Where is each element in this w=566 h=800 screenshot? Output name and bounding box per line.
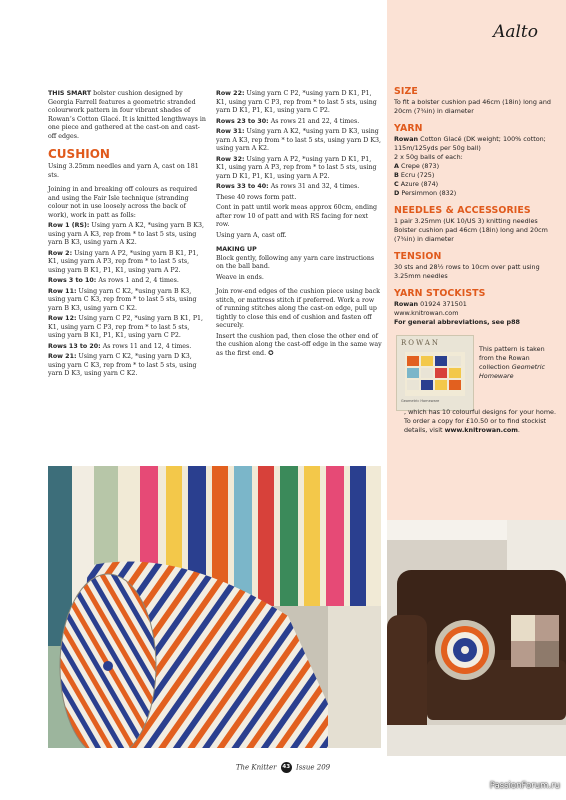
making-up-text: Weave in ends. (216, 273, 264, 281)
row-instruction: Row 21: Using yarn C K2, *using yarn D K3, using yarn C K3, rep from * to last 5 sts, using yarn D K3, using yarn C K2. (48, 353, 197, 377)
yarn-colour: D Persimmon (832) (394, 189, 457, 197)
cast-on-instructions: Using 3.25mm needles and yarn A, cast on 181 sts. (48, 163, 199, 179)
cast-off-instructions: Using yarn A, cast off. (216, 231, 287, 239)
magazine-name: The Knitter (235, 763, 277, 772)
issue-number: Issue 209 (295, 763, 331, 772)
book-promo (394, 333, 560, 443)
row-instruction: Row 22: Using yarn C P2, *using yarn D K1, P1, K1, using yarn C P3, rep from * to last 5 sts, using yarn D K1, P1, K1, using yarn C P2. (216, 90, 377, 114)
yarn-heading: YARN (394, 123, 423, 134)
pattern-note: These 40 rows form patt. (216, 193, 297, 201)
row-instruction: Row 2: Using yarn A P2, *using yarn B K1, P1, K1, using yarn A P3, rep from * to last 5 sts, using yarn B K1, P1, K1, using yarn A P2. (48, 249, 199, 274)
row-instruction: Rows 23 to 30: As rows 21 and 22, 4 times. (216, 117, 360, 125)
row-instruction: Row 32: Using yarn A P2, *using yarn D K1, P1, K1, using yarn A P3, rep from * to last 5 sts, using yarn D K1, P1, K1, using yarn A P2. (216, 155, 377, 180)
cushion-heading: CUSHION (48, 147, 110, 161)
quilt-illustration (405, 352, 465, 396)
sofa-photo (387, 520, 566, 756)
stockist-contact: Rowan 01924 371501 (394, 300, 467, 308)
making-up-heading: MAKING UP (216, 246, 257, 253)
sidebar-content (394, 86, 560, 443)
size-text: To fit a bolster cushion pad 46cm (18in) long and 20cm (7¾in) in diameter (394, 98, 551, 115)
yarn-colour: B Ecru (725) (394, 171, 435, 179)
tension-text: 30 sts and 28½ rows to 10cm over patt using 3.25mm needles (394, 263, 540, 280)
yarn-colour: C Azure (874) (394, 180, 439, 188)
fair-isle-instructions: Joining in and breaking off colours as required and using the Fair Isle technique (stranding colour not in use loosely across the back of work), work in patt as folls: (48, 186, 198, 219)
pattern-column-1 (48, 90, 208, 381)
needles-heading: NEEDLES & ACCESSORIES (394, 205, 531, 216)
yarn-colour: A Crepe (873) (394, 162, 440, 170)
accessories-text: Bolster cushion pad 46cm (18in) long and 20cm (7¾in) in diameter (394, 226, 548, 243)
book-promo-text-continued: , which has 10 colourful designs for your home. To order a copy for £10.50 or to find stockist details, visit www.knitrowan.com. (404, 408, 557, 434)
yarn-description: Rowan Cotton Glacé (DK weight; 100% cotton; 115m/125yds per 50g ball) (394, 135, 546, 152)
row-instruction: Rows 33 to 40: As rows 31 and 32, 4 times. (216, 183, 360, 190)
continue-instructions: Cont in patt until work meas approx 60cm, ending after row 10 of patt and with RS facing for next row. (216, 204, 378, 228)
yarn-quantity: 2 x 50g balls of each: (394, 153, 463, 161)
book-order-link[interactable]: www.knitrowan.com (444, 426, 518, 434)
row-instruction: Rows 13 to 20: As rows 11 and 12, 4 times. (48, 342, 192, 350)
abbreviations-note: For general abbreviations, see p88 (394, 318, 520, 326)
row-instruction: Row 12: Using yarn C P2, *using yarn B K1, P1, K1, using yarn C P3, rep from * to last 5 sts, using yarn B K1, P1, K1, using yarn C P2. (48, 315, 204, 339)
page-footer (0, 762, 566, 773)
book-promo-text: This pattern is taken from the Rowan collection Geometric Homeware (479, 345, 546, 380)
book-cover-image: ROWAN Geometric Homeware (396, 335, 474, 411)
size-heading: SIZE (394, 86, 418, 97)
making-up-text: Block gently, following any yarn care instructions on the ball band. (216, 254, 375, 270)
pattern-title: Aalto (493, 22, 538, 42)
needles-text: 1 pair 3.25mm (UK 10/US 3) knitting needles (394, 217, 538, 225)
row-instruction: Row 11: Using yarn C K2, *using yarn B K3, using yarn C K3, rep from * to last 5 sts, using yarn B K3, using yarn C K2. (48, 287, 197, 312)
end-mark-icon: ✪ (268, 349, 274, 357)
page-number: 43 (281, 762, 292, 773)
cushion-photo (48, 466, 381, 748)
making-up-text: Join row-end edges of the cushion piece using back stitch, or mattress stitch if preferred. Work a row of running stitches along the cast-on edge, pull up tightly to close this end of cushion and fasten off securely. (216, 288, 380, 329)
stockists-heading: YARN STOCKISTS (394, 288, 486, 299)
making-up-text: Insert the cushion pad, then close the other end of the cushion along the cast-off edge in the same way as the first end. ✪ (216, 332, 382, 357)
tension-heading: TENSION (394, 251, 442, 262)
row-instruction: Row 1 (RS): Using yarn A K2, *using yarn B K3, using yarn A K3, rep from * to last 5 sts, using yarn B K3, using yarn A K2. (48, 222, 204, 246)
pattern-column-2 (216, 90, 382, 360)
row-instruction: Row 31: Using yarn A K2, *using yarn D K3, using yarn A K3, rep from * to last 5 sts, using yarn D K3, using yarn A K2. (216, 128, 382, 152)
intro-paragraph: THIS SMART bolster cushion designed by Georgia Farrell features a geometric stranded colourwork pattern in four vibrant shades of Rowan’s Cotton Glacé. It is knitted lengthways in one piece and gathered at the cast-on and cast-off edges. (48, 90, 206, 140)
watermark: PassionForum.ru (489, 781, 560, 791)
row-instruction: Rows 3 to 10: As rows 1 and 2, 4 times. (48, 277, 179, 284)
stockist-website[interactable]: www.knitrowan.com (394, 309, 459, 317)
